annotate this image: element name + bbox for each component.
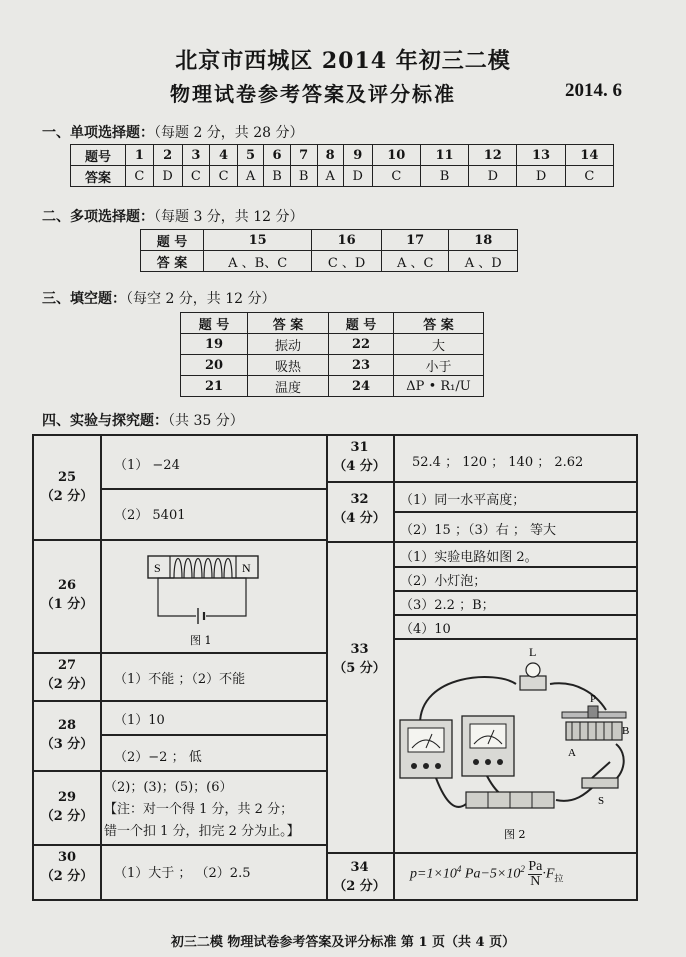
q25-number: 25 （2 分） [40,470,94,504]
q33-answer-3: （3）2.2 ；B； [400,598,495,613]
answer-cell: B [264,166,291,187]
multi-choice-table [140,229,518,272]
q33-answer-4: （4）10 [400,622,451,637]
answer-cell: A 、C [381,251,449,272]
q33-number: 33 （5 分） [333,642,386,676]
q32-answer-2: （2）15 ；（3）右 ； 等大 [400,523,556,538]
question-number: 13 [517,145,565,166]
answer-cell: C [210,166,238,187]
fill-blank-table [180,312,484,397]
question-number: 2 [153,145,182,166]
circuit-apparatus-diagram [396,644,634,850]
col-header: 答 案 [248,313,329,334]
answer-cell: D [517,166,565,187]
q34-number: 34 （2 分） [333,860,386,894]
switch-s-label: S [598,795,605,807]
answer-cell: D [343,166,372,187]
single-choice-table [70,144,614,187]
q32-answer-1: （1）同一水平高度； [400,493,526,508]
question-number: 12 [469,145,517,166]
question-number: 3 [182,145,210,166]
q29-number: 29 （2 分） [40,790,94,824]
answer-cell: A [237,166,263,187]
table-row [181,376,484,397]
q33-answer-2: （2）小灯泡； [400,574,487,589]
q25-answer-2: （2） 5401 [114,508,186,523]
question-number: 5 [237,145,263,166]
question-number: 22 [329,334,394,355]
question-number: 14 [565,145,613,166]
page-footer: 初三二模 物理试卷参考答案及评分标准 第 1 页（共 4 页） [170,935,516,950]
question-number: 8 [317,145,343,166]
q30-number: 30 （2 分） [40,850,94,884]
row-label: 答 案 [141,251,204,272]
figure-1-caption: 图 1 [190,634,212,647]
col-header: 题 号 [181,313,248,334]
answer-cell: ΔP • R₁/U [394,376,484,397]
answer-cell: B [290,166,317,187]
solenoid-circuit-diagram [134,546,314,650]
answer-cell: 小于 [394,355,484,376]
question-number: 19 [181,334,248,355]
answer-cell: 振动 [248,334,329,355]
q29-note-1: 【注：对一个得 1 分，共 2 分； [104,802,294,817]
solenoid-s-label: S [154,561,161,575]
table-row [181,334,484,355]
col-header: 题 号 [329,313,394,334]
q33-answer-1: （1）实验电路如图 2。 [400,550,538,565]
answer-cell: 吸热 [248,355,329,376]
answer-cell: A 、B、C [204,251,312,272]
terminal-a-label: A [568,747,576,759]
question-number: 20 [181,355,248,376]
question-number: 18 [449,230,518,251]
answer-cell: C [565,166,613,187]
question-number: 17 [381,230,449,251]
terminal-b-label: B [622,725,630,737]
experiment-table [32,434,638,901]
question-number: 1 [126,145,154,166]
question-number: 9 [343,145,372,166]
answer-cell: D [153,166,182,187]
section4-heading: 四、实验与探究题：（共 35 分） [42,413,244,429]
answer-cell: B [420,166,468,187]
q28-answer-2: （2）−2 ； 低 [114,750,202,765]
col-header: 答 案 [394,313,484,334]
section3-heading: 三、填空题：（每空 2 分，共 12 分） [42,291,276,307]
q32-number: 32 （4 分） [333,492,386,526]
question-number: 6 [264,145,291,166]
page-title: 北京市西城区 2014 年初三二模 [175,48,511,74]
lamp-label: L [529,645,537,659]
q31-answer: 52.4 ； 120 ； 140 ； 2.62 [412,455,584,470]
figure-2-caption: 图 2 [504,828,526,841]
answer-cell: D [469,166,517,187]
question-number: 16 [312,230,382,251]
solenoid-n-label: N [242,561,251,575]
question-number: 10 [372,145,420,166]
row-label: 答案 [71,166,126,187]
question-number: 7 [290,145,317,166]
slider-p-label: P [590,693,597,705]
row-label: 题 号 [141,230,204,251]
q27-number: 27 （2 分） [40,658,94,692]
row-label: 题号 [71,145,126,166]
answer-cell: A 、D [449,251,518,272]
q26-number: 26 （1 分） [40,578,94,612]
section1-heading: 一、单项选择题：（每题 2 分，共 28 分） [42,125,304,141]
q25-answer-1: （1） −24 [114,458,180,473]
answer-cell: 大 [394,334,484,355]
question-number: 4 [210,145,238,166]
q31-number: 31 （4 分） [333,440,386,474]
q29-answer: （2)；(3)；(5)；(6） [104,780,233,795]
q27-answer: （1）不能 ；（2）不能 [114,672,246,687]
answer-cell: A [317,166,343,187]
q28-answer-1: （1）10 [114,713,165,728]
question-number: 21 [181,376,248,397]
answer-cell: C [372,166,420,187]
answer-cell: C [182,166,210,187]
q29-note-2: 错一个扣 1 分，扣完 2 分为止。】 [104,824,300,839]
section2-heading: 二、多项选择题：（每题 3 分，共 12 分） [42,209,304,225]
answer-cell: 温度 [248,376,329,397]
q34-formula: $p=1\times 10^4$ $Pa-5\times 10^2$ $\frac{Pa}{N}$ $\cdot F_拉$ [410,859,564,889]
table-row [181,355,484,376]
question-number: 24 [329,376,394,397]
answer-cell: C [126,166,154,187]
question-number: 11 [420,145,468,166]
q30-answer: （1）大于 ； （2）2.5 [114,866,251,881]
question-number: 15 [204,230,312,251]
question-number: 23 [329,355,394,376]
q28-number: 28 （3 分） [40,718,94,752]
page-subtitle: 物理试卷参考答案及评分标准 [170,82,456,106]
exam-date: 2014. 6 [565,80,622,101]
answer-cell: C 、D [312,251,382,272]
